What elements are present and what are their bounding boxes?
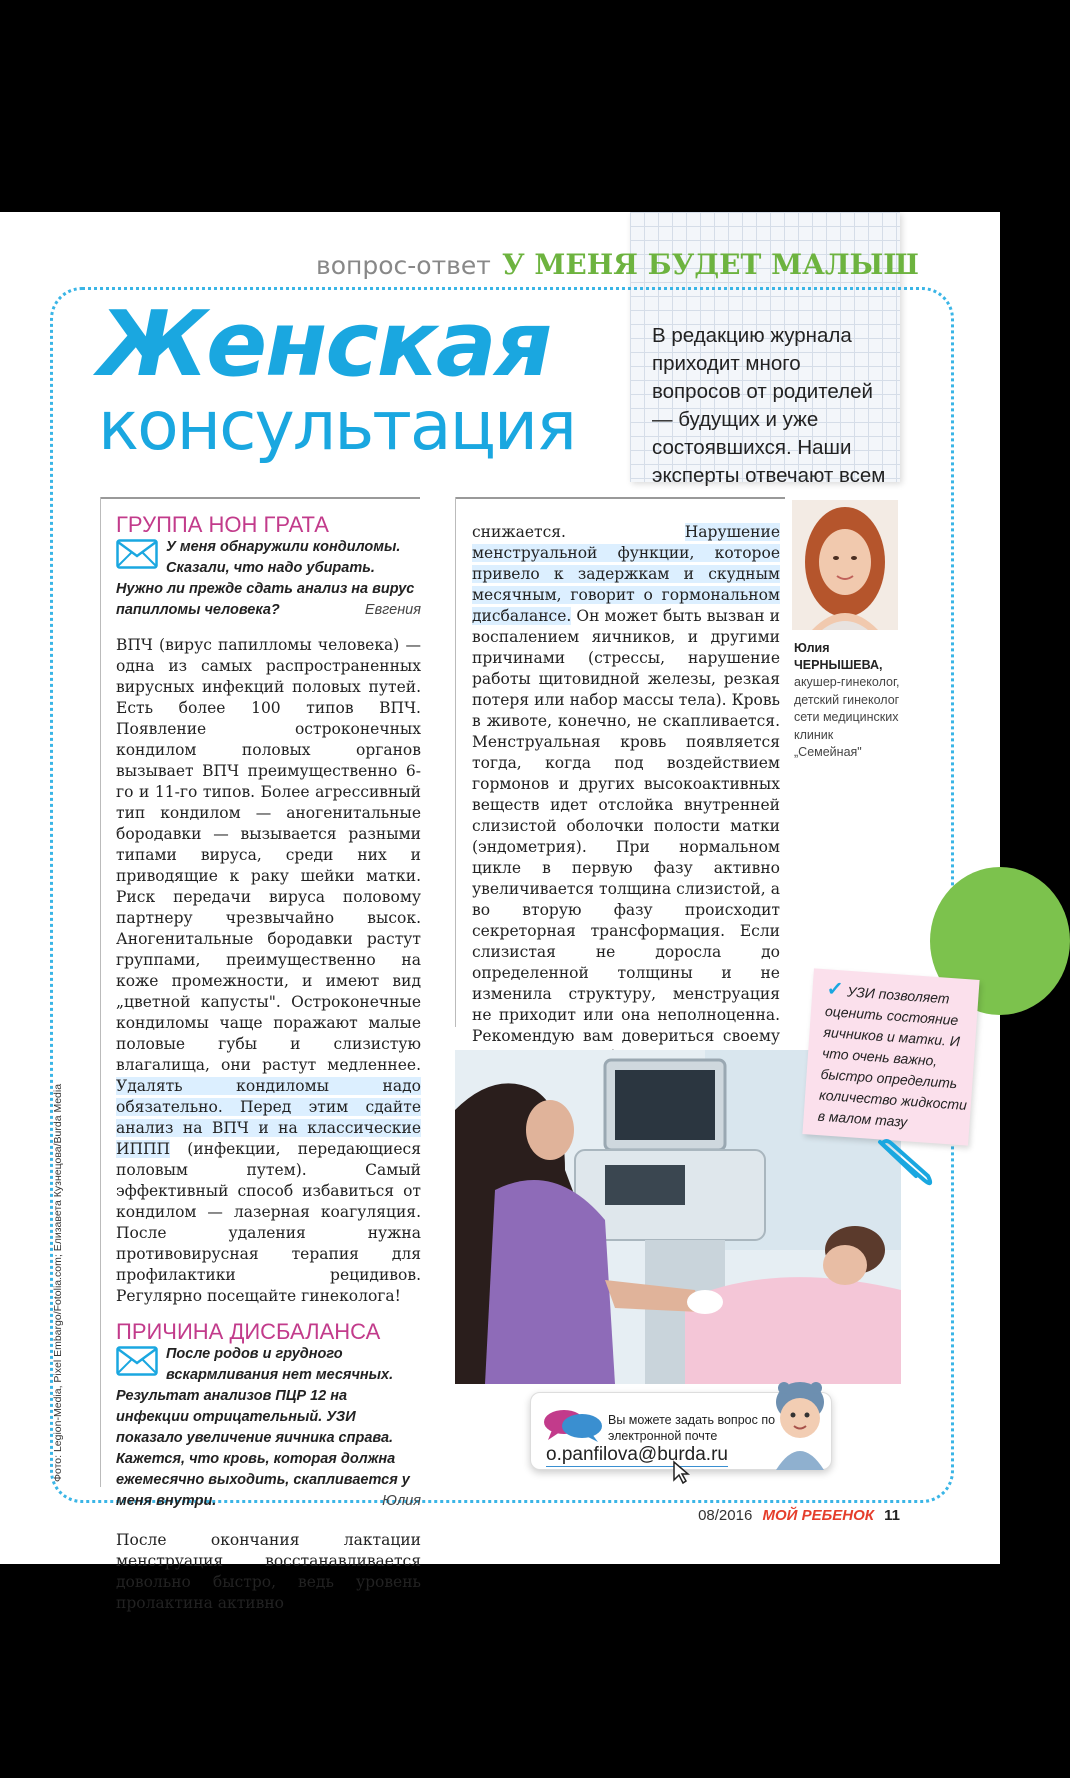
answer-text: ВПЧ (вирус папилломы человека) — одна из самых распространенных вирусных инфекций половых путей. Есть более 100 типов ВПЧ. Появление остроконечных кондилом половых органов вызывает ВПЧ преимущественно 6-го и 11-го типов. Более агрессивный тип кондилом — аногенитальные бородавки — вызывается разными типами вируса, среди них и приводящие к раку шейки матки. Риск передачи вируса половому партнеру чрезвычайно высок. Аногенитальные бородавки растут группами, преимущественно на коже промежности, и имеют вид „цветной капусты". Остроконечные кондиломы чаще поражают малые половые губы и слизистую влагалища, они растут медленнее. (116, 636, 421, 1074)
magazine-name: МОЙ РЕБЕНОК (762, 1507, 874, 1524)
question-text: У меня обнаружили кондиломы. Сказали, что надо убирать. Нужно ли прежде сдать анализ на вирус папилломы человека? (116, 539, 415, 618)
answer-text: (инфекции, передающиеся половым путем). Самый эффективный способ избавиться от кондилом — лазерная коагуляция. После удаления нужна противовирусная терапия для профилактики рецидивов. Регулярно посещайте гинеколога! (116, 1140, 421, 1305)
question-author: Юлия (382, 1493, 421, 1509)
expert-last-name: ЧЕРНЫШЕВА, (794, 658, 883, 672)
sticky-note-text (817, 979, 977, 1137)
cursor-icon (672, 1460, 690, 1484)
page-footer (698, 1507, 900, 1524)
envelope-icon (116, 1346, 158, 1376)
block2-heading: ПРИЧИНА ДИСБАЛАНСА (116, 1319, 381, 1344)
section-header (316, 248, 919, 281)
magazine-page (0, 212, 1000, 1612)
block1-question (116, 537, 421, 621)
expert-name (794, 640, 904, 674)
contact-email-link[interactable]: o.panfilova@burda.ru (546, 1444, 728, 1465)
answer-highlight: Нарушение менструальной функции, которое привело к задержкам и скудным месячным, говорит о гормональном дисбалансе. (472, 523, 780, 625)
answer-highlight: Удалять кондиломы надо обязательно. Перед этим сдайте анализ на ВПЧ и на классические ИППП (116, 1077, 421, 1158)
intro-text: В редакцию журнала приходит много вопросов от родителей — будущих и уже состоявшихся. Наши эксперты отвечают всем (652, 324, 886, 487)
expert-first-name: Юлия (794, 641, 830, 655)
contact-label: Вы можете задать вопрос по электронной почте (608, 1413, 776, 1443)
answer-text: снижается. (472, 523, 566, 541)
expert-role: акушер-гинеколог, детский гинеколог сети медицинских клиник „Семейная" (794, 675, 900, 759)
column-top-rule (455, 497, 785, 499)
expert-portrait-image (792, 500, 898, 630)
block1-heading: ГРУППА НОН ГРАТА (116, 512, 329, 537)
answer-text: Он может быть вызван и воспалением яичников, и другими причинами (стрессы, нарушение работы щитовидной железы, резкая потеря или набор массы тела). Кровь в животе, конечно, не скапливается. Менструальная кровь появляется тогда, когда под воздействием гормонов и других высокоактивных веществ идет отслойка внутренней слизистой оболочки полости матки (эндометрия). При нормальном цикле в первую фазу активно увеличивается толщина слизистой, а во вторую фазу происходит секреторная трансформация. Если слизистая не доросла до определенной толщины и не изменила структуру, менструация не приходит или она неполноценна. Рекомендую вам довериться своему (472, 607, 781, 1045)
expert-photo (792, 500, 898, 630)
photo-credit: Фото: Legion-Media, Pixel Embargo/Fotolia.com; Елизавета Кузнецова/Burda Media (52, 1083, 64, 1482)
page-title-line2: консультация (98, 387, 575, 466)
page-title-line1: Женская (98, 292, 551, 397)
column-rule-middle (455, 497, 456, 1027)
paperclip-icon (872, 1132, 942, 1192)
left-column (116, 514, 421, 1614)
page-number: 11 (884, 1507, 900, 1524)
baby-photo (770, 1380, 830, 1470)
rubric-label: У МЕНЯ БУДЕТ МАЛЫШ (501, 248, 919, 281)
block1-answer (116, 635, 421, 1307)
chat-bubbles-icon (542, 1408, 604, 1442)
question-text: После родов и грудного вскармливания нет месячных. Результат анализов ПЦР 12 на инфекции отрицательный. УЗИ показало увеличение яичника справа. Кажется, что кровь, которая должна ежемесячно выходить, скапливается у меня внутри. (116, 1346, 410, 1509)
column-top-rule (100, 497, 420, 499)
column-rule-left (100, 497, 101, 1487)
block2-answer-start: После окончания лактации менструация восстанавливается довольно быстро, ведь уровень пролактина активно (116, 1531, 421, 1612)
checkmark-icon: ✓ (825, 977, 845, 1002)
block2-question (116, 1344, 421, 1512)
middle-column (472, 522, 780, 1089)
section-label: вопрос-ответ (316, 251, 491, 280)
question-author: Евгения (364, 602, 421, 618)
note-body: УЗИ позволяет оценить состояние яичников и матки. И что очень важно, быстро определить количество жидкости в малом тазу (817, 983, 968, 1130)
issue-number: 08/2016 (698, 1507, 753, 1524)
envelope-icon (116, 539, 158, 569)
